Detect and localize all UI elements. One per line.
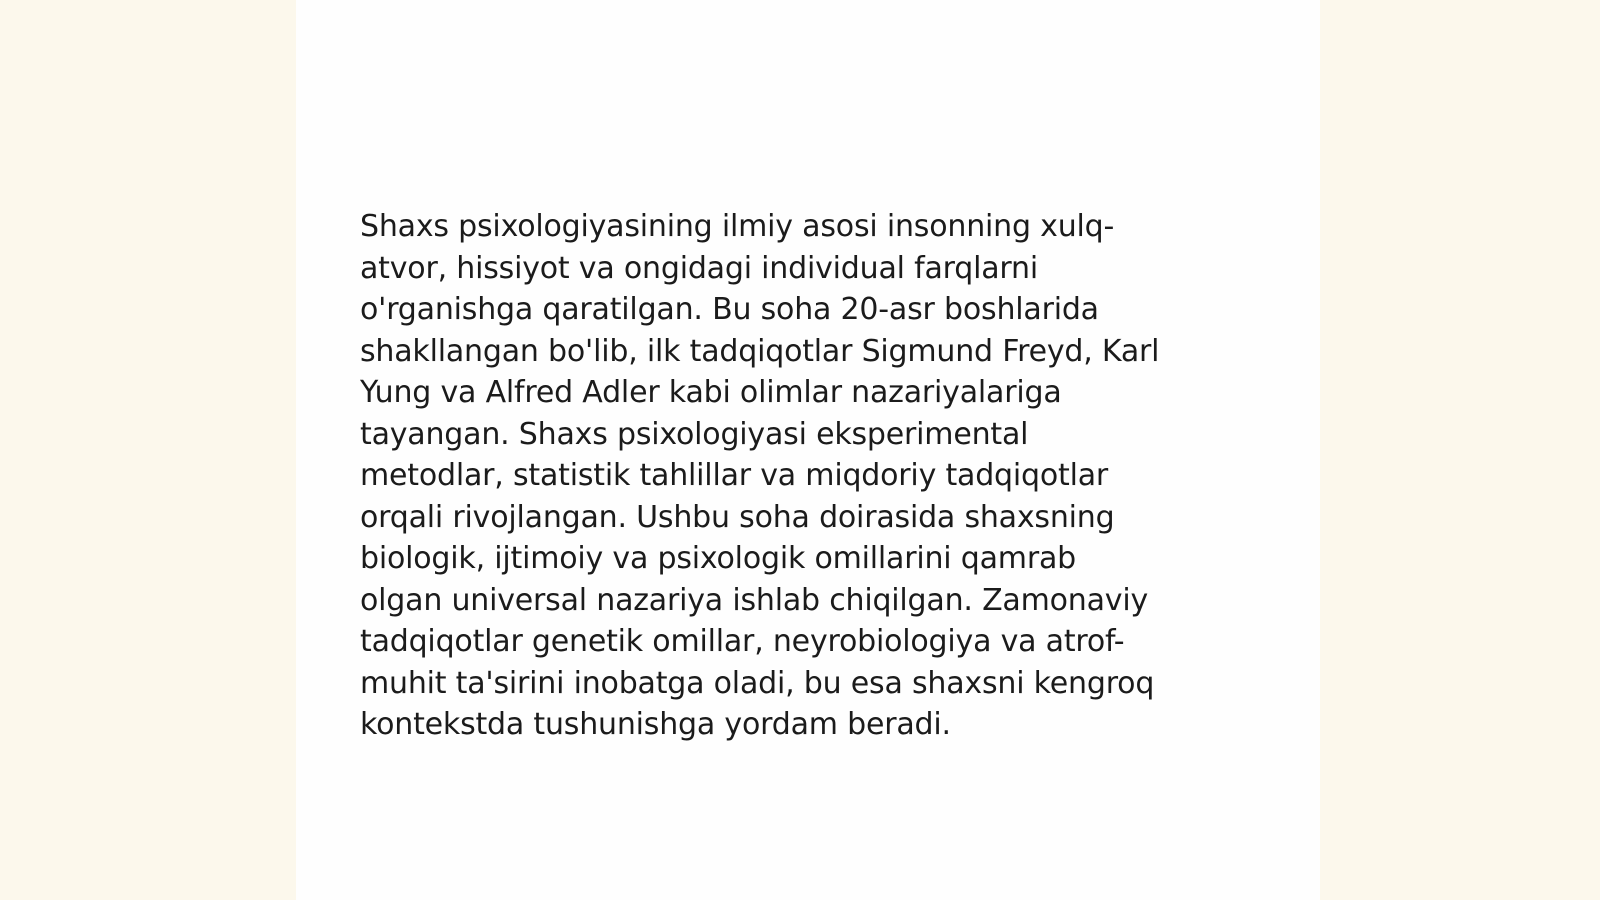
text-line-1: Shaxs psixologiyasining ilmiy asosi insonning xulq- [360, 209, 1115, 244]
text-line-9: biologik, ijtimoiy va psixologik omillarini qamrab [360, 541, 1076, 576]
text-line-7: metodlar, statistik tahlillar va miqdoriy tadqiqotlar [360, 458, 1109, 493]
text-line-5: Yung va Alfred Adler kabi olimlar nazariyalariga [360, 375, 1062, 410]
text-line-11: tadqiqotlar genetik omillar, neyrobiologiya va atrof- [360, 624, 1125, 659]
text-line-6: tayangan. Shaxs psixologiyasi eksperimental [360, 416, 1029, 452]
text-line-4: shakllangan bo'lib, ilk tadqiqotlar Sigmund Freyd, Karl [360, 333, 1160, 369]
text-line-3: o'rganishga qaratilgan. Bu soha 20-asr boshlarida [360, 292, 1099, 327]
text-line-8: orqali rivojlangan. Ushbu soha doirasida shaxsning [360, 499, 1115, 535]
document-page [296, 0, 1320, 900]
text-line-10: olgan universal nazariya ishlab chiqilgan. Zamonaviy [360, 582, 1149, 618]
text-line-2: atvor, hissiyot va ongidagi individual farqlarni [360, 250, 1038, 286]
text-line-13: kontekstda tushunishga yordam beradi. [360, 707, 951, 742]
body-paragraph [360, 206, 1240, 746]
text-line-12: muhit ta'sirini inobatga oladi, bu esa shaxsni kengroq [360, 665, 1155, 701]
